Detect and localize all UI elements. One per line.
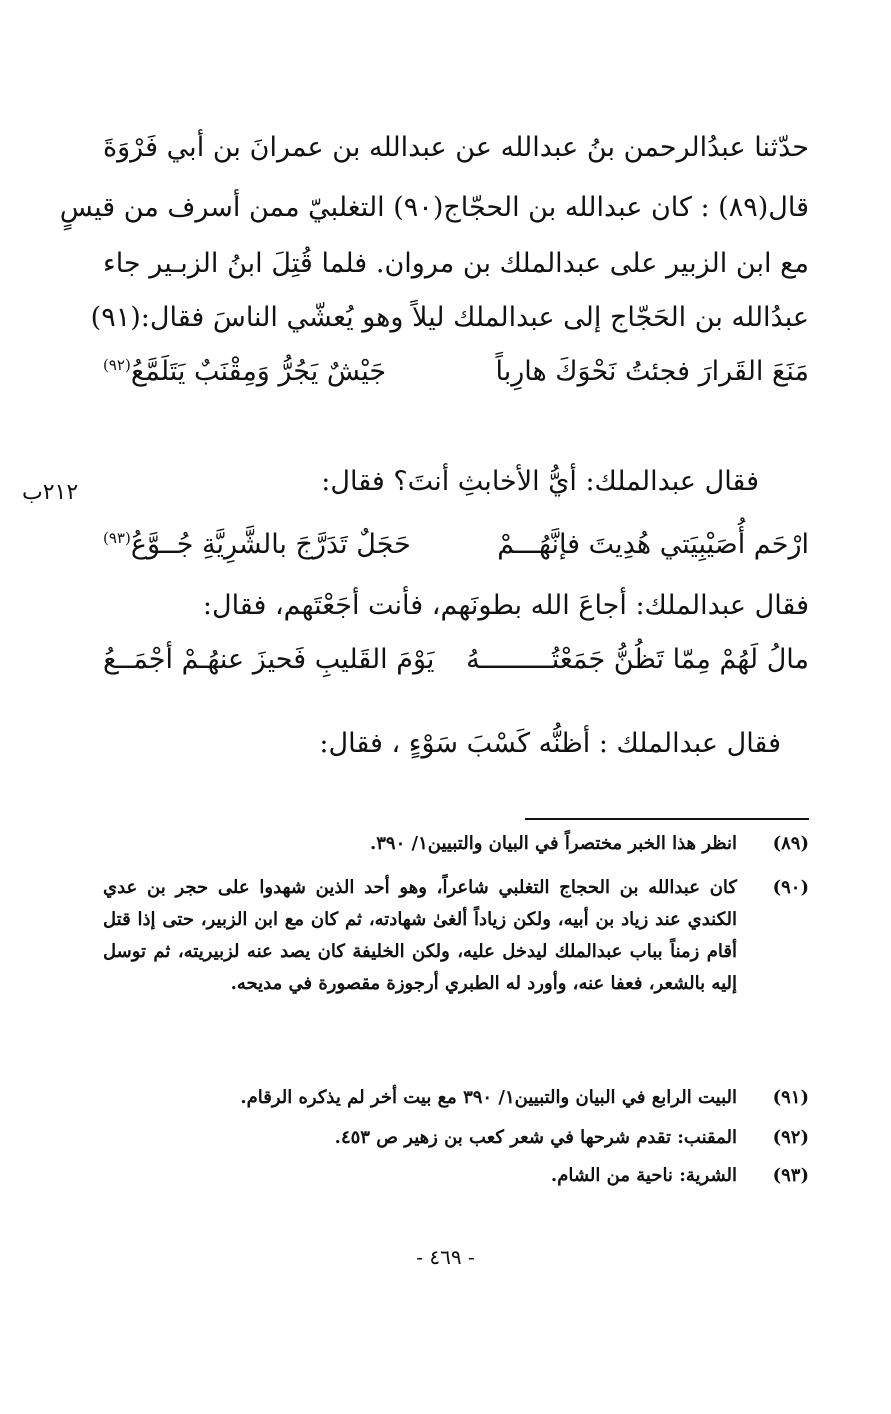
body-line: فقال عبدالملك: أجاعَ الله بطونَهم، فأنت أجَعْتَهم، فقال:	[202, 590, 809, 621]
body-line: عبدُالله بن الحَجّاج إلى عبدالملك ليلاً وهو يُعشّي الناسَ فقال:(٩١)	[90, 302, 809, 333]
footnote-text: كان عبدالله بن الحجاج التغلبي شاعراً، وهو أحد الذين شهدوا على حجر بن عدي الكندي عند زياد بن أبيه، ولكن زياداً ألغىٰ شهادته، ثم كان مع ابن الزبير، حتى إذا قتل أقام زمناً بباب عبدالملك ليدخل عليه، ولكن الخليفة كان يصد عنه لزبيريته، ثم توسل إليه بالشعر، فعفا عنه، وأورد له الطبري أرجوزة مقصورة في مديحه.	[103, 877, 737, 994]
footnote-number: (٩١)	[772, 1087, 809, 1108]
verse-hemistich-right: مَنَعَ القَرارَ فجئتُ نَحْوَكَ هارِباً	[495, 356, 809, 387]
footnote-number: (٨٩)	[772, 833, 809, 854]
verse-hemistich-left	[103, 352, 386, 392]
body-line: مع ابن الزبير على عبدالملك بن مروان. فلما قُتِلَ ابنُ الزبـير جاء	[103, 248, 809, 279]
footnote-ref: (٩٢)	[103, 356, 131, 374]
footnote-divider	[525, 818, 809, 820]
body-line: حدّثنا عبدُالرحمن بنُ عبدالله عن عبدالله بن عمرانَ بن أبي فَرْوَةَ	[103, 132, 809, 163]
verse-hemistich-left: يَوْمَ القَليبِ فَحيزَ عنهُـمْ أجْمَــعُ	[103, 644, 435, 675]
footnote-text: البيت الرابع في البيان والتبيين١/ ٣٩٠ مع بيت أخر لم يذكره الرقام.	[240, 1087, 737, 1108]
body-line: فقال عبدالملك: أيُّ الأخابثِ أنتَ؟ فقال:	[321, 466, 759, 497]
verse-text: حَجَلٌ تَدَرَّجَ بالشَّرِيَّةِ جُــوَّعُ	[130, 529, 411, 560]
footnote	[103, 1122, 809, 1154]
footnote-text: انظر هذا الخبر مختصراً في البيان والتبيين١/ ٣٩٠.	[369, 833, 737, 854]
footnote-ref: (٩٣)	[103, 529, 131, 547]
footnote-number: (٩٣)	[772, 1165, 809, 1186]
verse-text: جَيْشٌ يَجُرُّ وَمِقْنَبٌ يَتَلَمَّعُ	[130, 356, 387, 387]
verse-hemistich-right: ارْحَم أُصَيْبِيَتي هُدِيتَ فإنَّهُـــمْ	[497, 529, 809, 560]
footnote-number: (٩٠)	[772, 877, 809, 898]
marginal-folio-note: ٢١٢ب	[22, 480, 79, 505]
body-line: قال(٨٩) : كان عبدالله بن الحجّاج(٩٠) التغلبيّ ممن أسرف من قيسٍ	[59, 192, 809, 223]
footnote	[103, 828, 809, 860]
footnote-text: المقنب: تقدم شرحها في شعر كعب بن زهير ص ٤٥٣.	[334, 1127, 737, 1148]
footnote	[103, 872, 809, 1064]
page-number: - ٤٦٩ -	[416, 1245, 475, 1269]
footnote	[103, 1082, 809, 1114]
footnote-number: (٩٢)	[772, 1127, 809, 1148]
verse-hemistich-left	[103, 525, 411, 565]
footnote-text: الشرية: ناحية من الشام.	[550, 1165, 737, 1186]
verse-hemistich-right: مالُ لَهُمْ مِمّا تَظُنُّ جَمَعْتُـــــــــهُ	[466, 644, 809, 675]
body-line: فقال عبدالملك : أظنُّه كَسْبَ سَوْءٍ ، فقال:	[319, 728, 781, 759]
footnote	[103, 1160, 809, 1192]
